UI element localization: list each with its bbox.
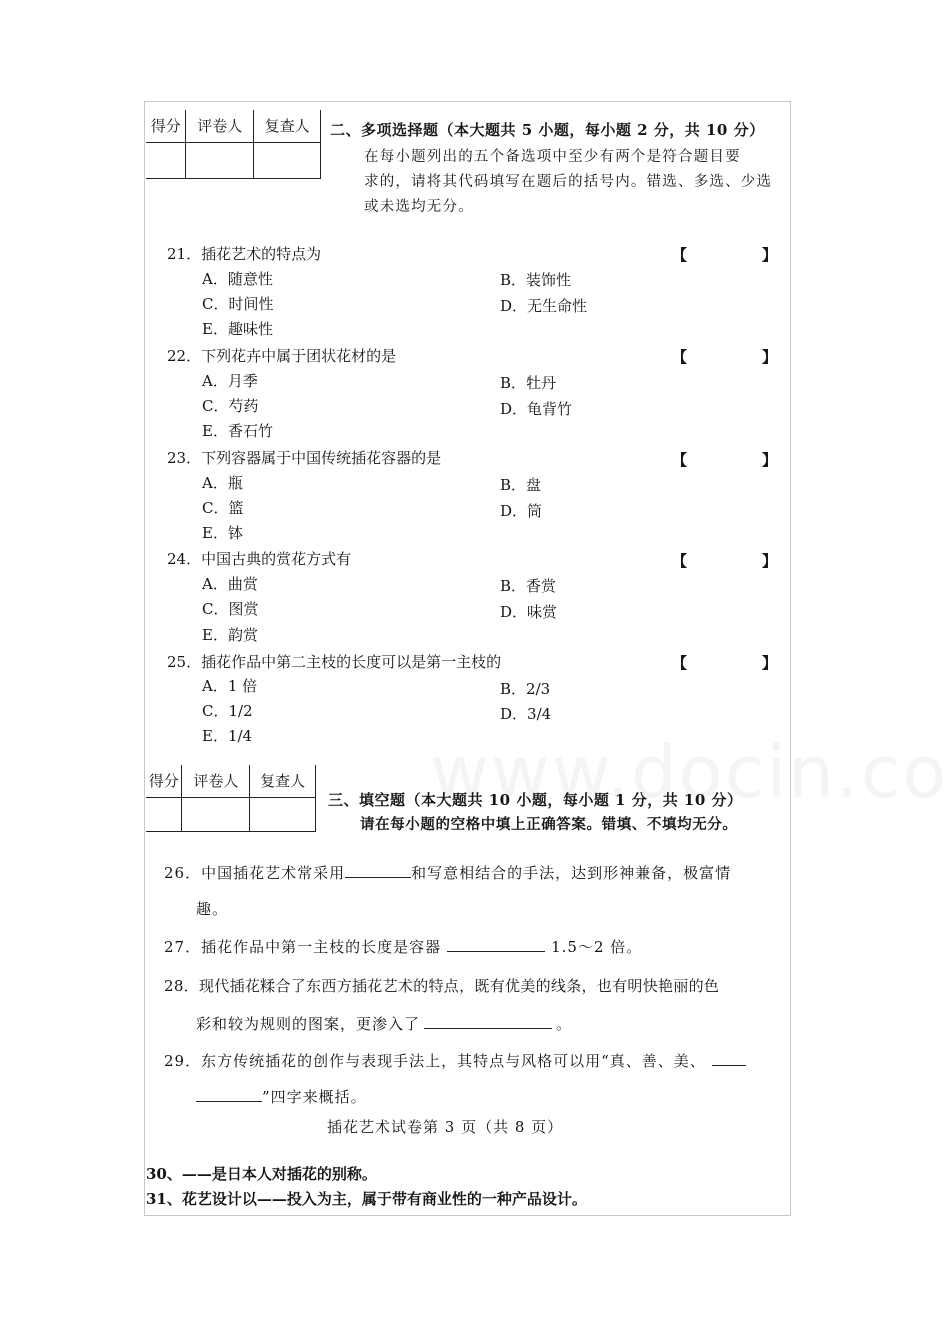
section-3-title: 三、填空题（本大题共 10 小题，每小题 1 分，共 10 分） (328, 791, 743, 809)
answer-bracket-close: 】 (762, 451, 778, 469)
answer-box-22[interactable] (690, 346, 760, 366)
option-b: B．2/3 (500, 680, 551, 698)
answer-bracket-close: 】 (762, 654, 778, 672)
question-26-text-b: 和写意相结合的手法，达到形神兼备，极富情 (411, 864, 732, 882)
blank-28[interactable] (424, 1028, 552, 1029)
option-e: E．1/4 (202, 727, 253, 745)
question-30: 30、——是日本人对插花的别称。 (146, 1165, 377, 1183)
blank-29b[interactable] (196, 1101, 262, 1102)
question-28-line-2 (196, 1013, 572, 1034)
answer-box-23[interactable] (690, 449, 760, 469)
option-b: B．香赏 (500, 577, 557, 595)
question-24-stem: 24．中国古典的赏花方式有 (167, 550, 352, 568)
checker-header: 复查人 (254, 110, 321, 142)
question-29-line-1 (164, 1050, 746, 1071)
score-table-section-2 (146, 110, 321, 179)
section-2-title: 二、多项选择题（本大题共 5 小题，每小题 2 分，共 10 分） (330, 121, 765, 139)
option-b: B．装饰性 (500, 271, 572, 289)
option-d: D．筒 (500, 502, 543, 520)
question-29-text-b: ”四字来概括。 (262, 1088, 367, 1106)
question-22-stem: 22．下列花卉中属于团状花材的是 (167, 347, 397, 365)
score-cell[interactable] (146, 797, 182, 831)
option-e: E．韵赏 (202, 626, 258, 644)
answer-bracket-open: 【 (672, 348, 688, 366)
question-27-text-a: 27．插花作品中第一主枝的长度是容器 (164, 938, 442, 956)
option-e: E．香石竹 (202, 422, 273, 440)
answer-bracket-open: 【 (672, 654, 688, 672)
option-e: E．钵 (202, 524, 243, 542)
option-a: A．1 倍 (202, 677, 258, 695)
option-d: D．3/4 (500, 705, 552, 723)
section-2-instruction-line-3: 或未选均无分。 (364, 199, 474, 215)
score-cell[interactable] (146, 142, 186, 178)
question-27-text-b: 1.5～2 倍。 (551, 938, 643, 956)
option-c: C．芍药 (202, 397, 259, 415)
option-a: A．曲赏 (202, 575, 258, 593)
option-e: E．趣味性 (202, 320, 273, 338)
blank-27[interactable] (447, 951, 545, 952)
answer-bracket-close: 】 (762, 552, 778, 570)
option-a: A．瓶 (202, 474, 243, 492)
blank-26[interactable] (345, 877, 411, 878)
grader-cell[interactable] (182, 797, 250, 831)
option-b: B．盘 (500, 476, 542, 494)
question-26-line-2: 趣。 (196, 900, 229, 918)
question-29-line-2 (196, 1086, 367, 1107)
score-header: 得分 (146, 765, 182, 797)
section-2-instruction-line-2: 求的，请将其代码填写在题后的括号内。错选、多选、少选 (364, 174, 773, 190)
question-28-text-b: 彩和较为规则的图案，更渗入了 (196, 1015, 421, 1033)
question-26-line-1 (164, 862, 731, 883)
question-21-stem: 21．插花艺术的特点为 (167, 245, 322, 263)
checker-cell[interactable] (250, 797, 316, 831)
answer-bracket-open: 【 (672, 552, 688, 570)
answer-box-21[interactable] (690, 244, 760, 264)
grader-header: 评卷人 (186, 110, 254, 142)
grader-cell[interactable] (186, 142, 254, 178)
section-3-instruction: 请在每小题的空格中填上正确答案。错填、不填均无分。 (360, 816, 738, 833)
page-footer: 插花艺术试卷第 3 页（共 8 页） (327, 1118, 564, 1136)
option-c: C．时间性 (202, 295, 274, 313)
question-28-line-1: 28．现代插花糅合了东西方插花艺术的特点，既有优美的线条，也有明快艳丽的色 (164, 977, 720, 995)
grader-header: 评卷人 (182, 765, 250, 797)
answer-bracket-close: 】 (762, 246, 778, 264)
score-header: 得分 (146, 110, 186, 142)
question-31: 31、花艺设计以——投入为主，属于带有商业性的一种产品设计。 (146, 1190, 587, 1208)
option-c: C．篮 (202, 499, 244, 517)
option-a: A．随意性 (202, 270, 273, 288)
option-d: D．味赏 (500, 603, 558, 621)
option-c: C．1/2 (202, 702, 253, 720)
checker-header: 复查人 (250, 765, 316, 797)
answer-bracket-open: 【 (672, 451, 688, 469)
question-29-text-a: 29．东方传统插花的创作与表现手法上，其特点与风格可以用“真、善、美、 (164, 1052, 706, 1070)
option-a: A．月季 (202, 372, 258, 390)
option-c: C．图赏 (202, 600, 259, 618)
option-b: B．牡丹 (500, 374, 557, 392)
blank-29a[interactable] (712, 1065, 746, 1066)
question-26-text-a: 26．中国插花艺术常采用 (164, 864, 346, 882)
option-d: D．龟背竹 (500, 400, 573, 418)
answer-box-25[interactable] (690, 652, 760, 672)
section-2-instruction-line-1: 在每小题列出的五个备选项中至少有两个是符合题目要 (364, 149, 741, 165)
checker-cell[interactable] (254, 142, 321, 178)
option-d: D．无生命性 (500, 297, 588, 315)
score-table-section-3 (146, 765, 316, 832)
question-25-stem: 25．插花作品中第二主枝的长度可以是第一主枝的 (167, 653, 502, 671)
question-23-stem: 23．下列容器属于中国传统插花容器的是 (167, 449, 442, 467)
answer-bracket-open: 【 (672, 246, 688, 264)
answer-box-24[interactable] (690, 550, 760, 570)
answer-bracket-close: 】 (762, 348, 778, 366)
question-28-text-c: 。 (556, 1015, 573, 1033)
question-27 (164, 936, 642, 957)
